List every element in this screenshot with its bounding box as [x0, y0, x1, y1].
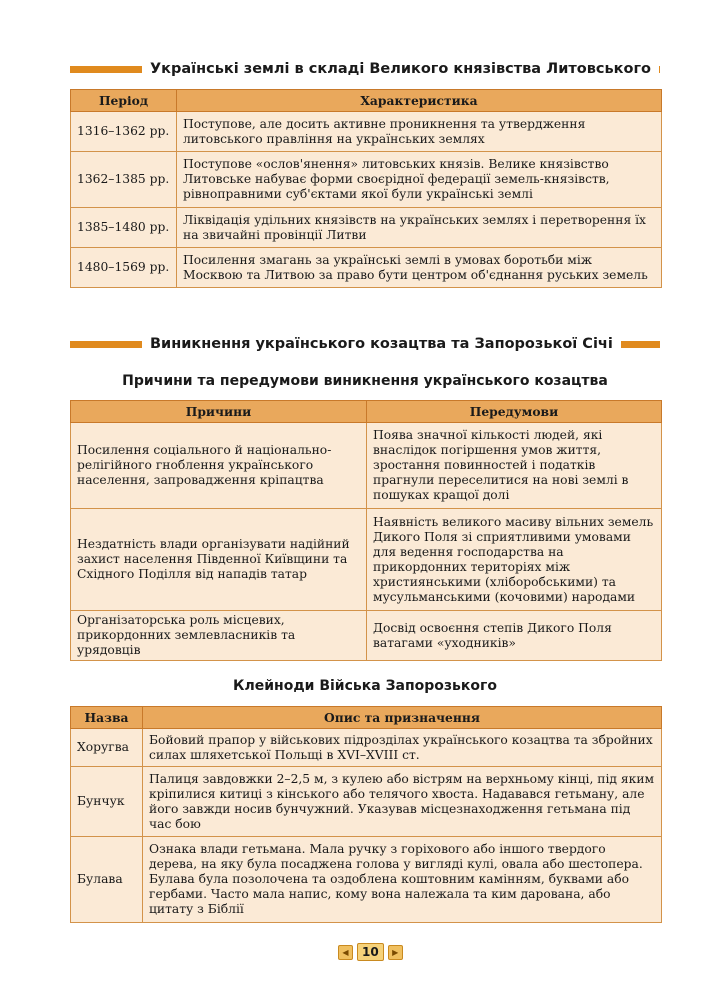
- section-title: Українські землі в складі Великого князівства Литовського: [150, 61, 651, 77]
- page-number: 10: [357, 943, 384, 961]
- column-header: Передумови: [367, 401, 662, 423]
- heading-bar: [70, 66, 142, 73]
- heading-bar: [621, 341, 660, 348]
- heading-bar: [659, 66, 660, 73]
- table-row: [71, 248, 662, 288]
- section-heading-lithuania: [70, 60, 660, 78]
- heading-bar: [70, 341, 142, 348]
- regalia-table: [70, 706, 662, 923]
- column-header: Назва: [71, 707, 143, 729]
- column-header: Причини: [71, 401, 367, 423]
- description-cell: Палиця завдовжки 2–2,5 м, з кулею або вістрям на верхньому кінці, під яким кріпилися китиці з кінського або телячого хвоста. Надавався гетьману, але його завжди носив бунчужний. Указував місцезнаходження гетьмана під час бою: [143, 767, 662, 837]
- table-row: [71, 152, 662, 208]
- period-cell: 1480–1569 рр.: [71, 248, 177, 288]
- premise-cell: Досвід освоєння степів Дикого Поля ватагами «уходників»: [367, 611, 662, 661]
- description-cell: Поступове «ослов'янення» литовських князів. Велике князівство Литовське набуває форми своєрідної федерації земель-князівств, рівноправними суб'єктами якої були українські землі: [177, 152, 662, 208]
- description-cell: Ліквідація удільних князівств на українських землях і перетворення їх на звичайні провінції Литви: [177, 208, 662, 248]
- table-row: [71, 423, 662, 509]
- next-page-icon[interactable]: ▶: [388, 945, 403, 960]
- section-heading-cossacks: [70, 335, 660, 353]
- table-row: [71, 112, 662, 152]
- premise-cell: Наявність великого масиву вільних земель Дикого Поля зі сприятливими умовами для ведення господарства на прикордонних територіях між християнськими (хліборобськими) та мусульманськими (кочовими) народами: [367, 509, 662, 611]
- causes-table: [70, 400, 662, 661]
- table-row: [71, 611, 662, 661]
- table-row: [71, 837, 662, 923]
- column-header: Характеристика: [177, 90, 662, 112]
- period-cell: 1385–1480 рр.: [71, 208, 177, 248]
- table-row: [71, 509, 662, 611]
- causes-subtitle: Причини та передумови виникнення українського козацтва: [122, 373, 608, 389]
- previous-page-icon[interactable]: ◀: [338, 945, 353, 960]
- premise-cell: Поява значної кількості людей, які внаслідок погіршення умов життя, зростання повинностей і податків прагнули переселитися на нові землі в пошуках кращої долі: [367, 423, 662, 509]
- description-cell: Бойовий прапор у військових підрозділах українського козацтва та збройних силах шляхетської Польщі в XVI–XVIII ст.: [143, 729, 662, 767]
- lithuania-table: [70, 89, 662, 288]
- name-cell: Булава: [71, 837, 143, 923]
- section-title: Виникнення українського козацтва та Запорозької Січі: [150, 336, 613, 352]
- description-cell: Посилення змагань за українські землі в умовах боротьби між Москвою та Литвою за право бути центром об'єднання руських земель: [177, 248, 662, 288]
- period-cell: 1362–1385 рр.: [71, 152, 177, 208]
- table-row: [71, 208, 662, 248]
- column-header: Період: [71, 90, 177, 112]
- cause-cell: Нездатність влади організувати надійний захист населення Південної Київщини та Східного Поділля від нападів татар: [71, 509, 367, 611]
- period-cell: 1316–1362 рр.: [71, 112, 177, 152]
- description-cell: Поступове, але досить активне проникнення та утвердження литовського правління на українських землях: [177, 112, 662, 152]
- regalia-subtitle: Клейноди Війська Запорозького: [233, 678, 497, 694]
- name-cell: Хоругва: [71, 729, 143, 767]
- cause-cell: Організаторська роль місцевих, прикордонних землевласників та урядовців: [71, 611, 367, 661]
- name-cell: Бунчук: [71, 767, 143, 837]
- table-row: [71, 729, 662, 767]
- column-header: Опис та призначення: [143, 707, 662, 729]
- cause-cell: Посилення соціального й національно-релігійного гноблення українського населення, запровадження кріпацтва: [71, 423, 367, 509]
- table-row: [71, 767, 662, 837]
- description-cell: Ознака влади гетьмана. Мала ручку з горіхового або іншого твердого дерева, на яку була посаджена голова у вигляді кулі, овала або шестопера. Булава була позолочена та оздоблена коштовним камінням, буквами або гербами. Часто мала напис, кому вона належала та ким дарована, або цитату з Біблії: [143, 837, 662, 923]
- page-number-block: [338, 943, 403, 961]
